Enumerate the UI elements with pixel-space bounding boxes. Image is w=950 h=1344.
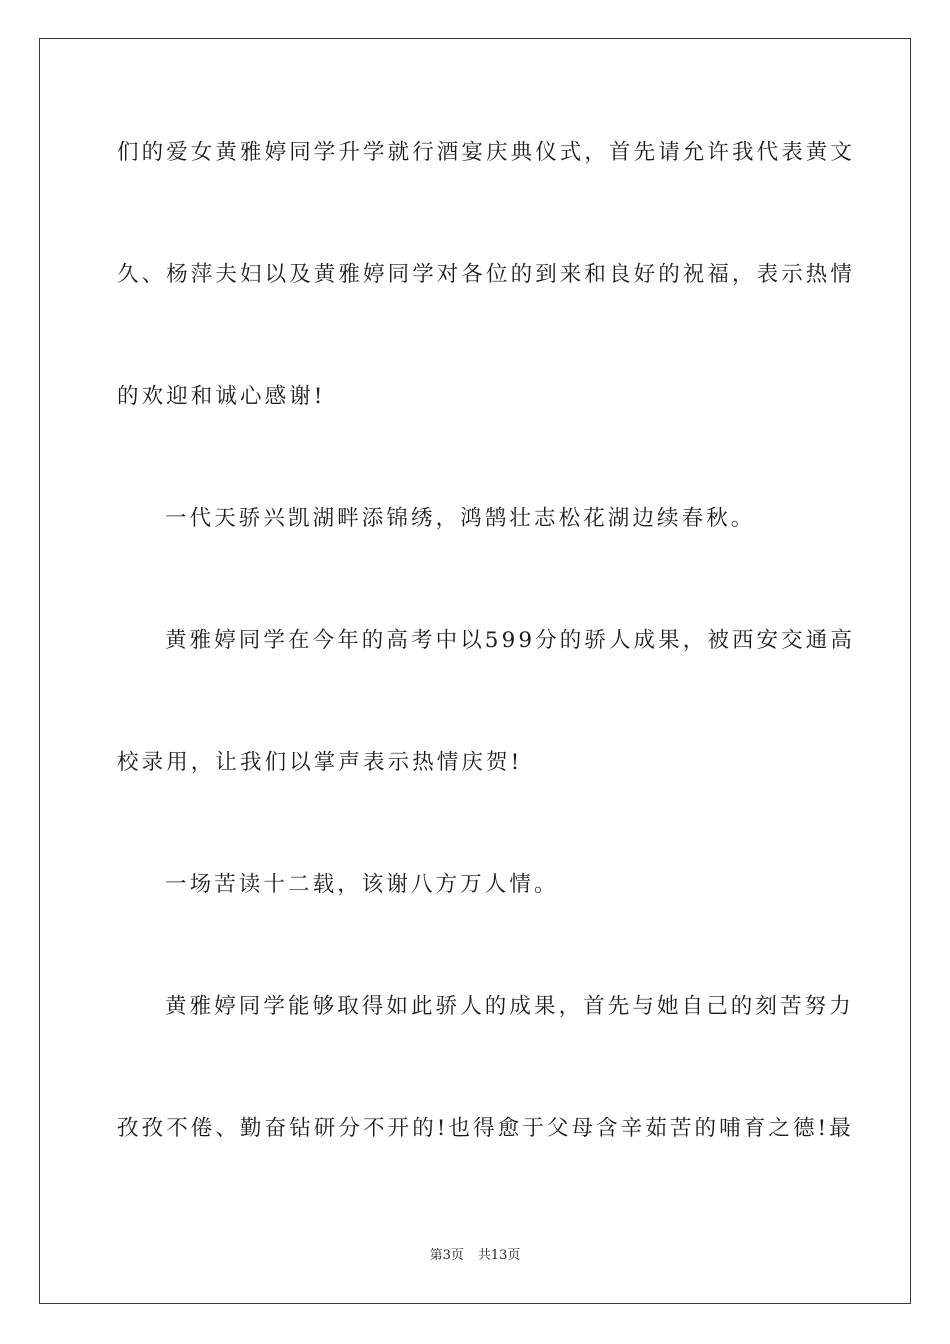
text-line-7: 一场苦读十二载，该谢八方万人情。 bbox=[165, 872, 559, 897]
text-line-4: 一代天骄兴凯湖畔添锦绣，鸿鹄壮志松花湖边续春秋。 bbox=[165, 506, 756, 531]
text-line-6: 校录用，让我们以掌声表示热情庆贺! bbox=[117, 750, 523, 775]
text-line-5: 黄雅婷同学在今年的高考中以599分的骄人成果，被西安交通高 bbox=[165, 628, 855, 653]
text-line-9: 孜孜不倦、勤奋钻研分不开的!也得愈于父母含辛茹苦的哺育之德!最 bbox=[117, 1116, 854, 1141]
page-footer bbox=[0, 1247, 950, 1265]
text-line-2: 久、杨萍夫妇以及黄雅婷同学对各位的到来和良好的祝福，表示热情 bbox=[117, 262, 856, 287]
text-line-8: 黄雅婷同学能够取得如此骄人的成果，首先与她自己的刻苦努力 bbox=[165, 994, 854, 1019]
text-line-1: 们的爱女黄雅婷同学升学就行酒宴庆典仪式，首先请允许我代表黄文 bbox=[117, 140, 856, 165]
page-total: 共13页 bbox=[477, 1248, 521, 1263]
page-number: 第3页 bbox=[429, 1248, 464, 1263]
text-line-3: 的欢迎和诚心感谢! bbox=[117, 384, 326, 409]
